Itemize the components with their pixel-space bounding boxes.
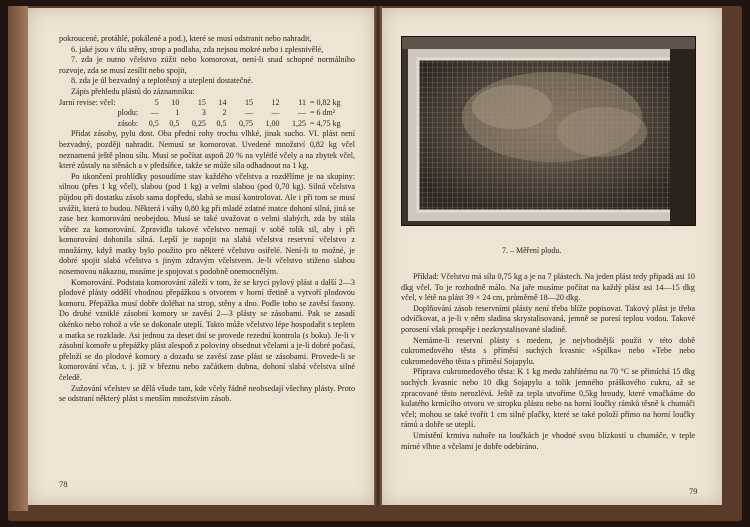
- paragraph: 8. zda je úl bezvadný a teplotěsný a utepleni dostatečné.: [71, 76, 254, 86]
- table-cell: 1: [175, 108, 180, 118]
- right-page-text: [401, 272, 695, 452]
- table-row: [59, 108, 355, 119]
- page-number: 78: [59, 479, 68, 489]
- table-cell: 0,5: [216, 118, 227, 128]
- table-cell: 14: [218, 97, 227, 107]
- table-total: = 0,82 kg: [310, 97, 341, 107]
- page-number: 79: [689, 486, 698, 496]
- table-cell: —: [244, 108, 253, 118]
- paragraph: Po ukončení prohlídky posoudíme stav každého včelstva a rozdělíme je na skupiny: silnou (přes 1 kg včel), slabou (pod 1 kg) a velmi slabou (pod 0,70 kg). Silná včelstva půjdou při dostatku zásob sama dopředu, slabá se musí kontrolovat. Ale i při tom se musí uvážit, která to budou. Některá i váhy 0,80 kg při mladé zdatné matce dohoní silná, jiná se zase bez komorování neobejdou. Musí se také uvažovat o velmi slabých, zda by stála vůbec za komorování. Zpravidla takové včelstvo nemají v sobě tolik sil, aby i při komorování dohonila silná. Lepší je napojit na slabá včelstva reservní včelstvo z množárny, když matky bylo použito pro některé včelstvo osiřelé. Není-li to možné, je dobré spojit slabá včelstva s jiným zdravým včelstvem. Je-li včelstvo stiženo slabou nosemovou nákazou, musíme je spojovat s podobně onemocnělým.: [59, 171, 355, 277]
- table-total: = 4,75 kg: [310, 118, 341, 128]
- table-cell: 0,5: [169, 118, 180, 128]
- left-page: [28, 8, 374, 505]
- table-cell: 3: [201, 108, 206, 118]
- paragraph: Doplňování zásob reservními plásty není třeba blíže popisovat. Takový plást je třeba odvíčkovat, a je-li v něm sladina skrystalisovaná, jemně se poresí teplou vodou. Takové porosení však prospěje i nezkrystalisované sladině.: [401, 303, 695, 334]
- table-cell: 15: [244, 97, 253, 107]
- table-row: [59, 119, 355, 130]
- table-cell: 1,00: [265, 118, 280, 128]
- row-label: Jarní revise: včel:: [59, 97, 116, 107]
- paragraph: Komorování. Podstata komorování záleží v tom, že se krycí pylový plást a další 2—3 plodové plásty oddělí vhodnou přepážkou s otvorem v horní třetině a vytvoří plodovou komoru. Přepážka musí dobře doléhat na strop, stěny a dno. Podle toho se zavěsí fasony. Do druhé vzniklé zásobní komory se zavěsí 2—3 plásty se zásobami. Pak se zasadí okénko nebo rohož a vše se dokonale uteplí. Takto může včelstvo lépe hospodařit s teplem a matka se rozklade. Asi jednou za deset dní se provede rezední kontrola (s boku). Je-li v zásobní komoře u přepážky plást alespoň z poloviny obsednut včelami a je-li dobré počasí, přeloží se do plodové komory a dozadu se zavěsí zase plást se zásobami. Provede-li se komorování včas, t. j. již v březnu nebo začátkem dubna, dohoní slabá včelstva silné čeledě.: [59, 277, 355, 382]
- table-total: = 6 dm²: [310, 108, 336, 118]
- table-cell: —: [271, 108, 280, 118]
- paragraph: Umístění krmiva nahoře na loučkách je vhodné svou blízkostí u chumáče, v teple mírné vlhne a včelami je dobře odebíráno.: [401, 430, 695, 451]
- table-cell: 0,5: [148, 118, 159, 128]
- table-cell: —: [150, 108, 159, 118]
- row-label: zásob:: [117, 118, 139, 128]
- paragraph: Příklad: Včelstvo má sílu 0,75 kg a je na 7 plástech. Na jeden plást tedy připadá asi 10 dkg včel. To je rozhodně málo. Na jaře musíme počítat na každý plást asi 14—15 dkg včel, v létě na plást 39 × 24 cm, průměrně 18—20 dkg.: [401, 272, 695, 303]
- table-cell: 2: [222, 108, 227, 118]
- table-cell: 1,25: [292, 118, 306, 128]
- right-page: [382, 8, 722, 505]
- paragraph: Přidat zásoby, pylu dost. Oba přední rohy trochu vlhké, jinak sucho. VI. plást není bezvadný, později nahradit. Nemusí se komorovat. Uvedené množství 0,82 kg včel neznamená ještě plnou sílu. Musí se počítat aspoň 20 % na vylétlé včely a na zbytek včel, které zůstaly na stěnách a v předsíňce, takže se může síla odhadnout na 1 kg.: [59, 129, 355, 171]
- table-cell: 0,25: [191, 118, 206, 128]
- table-cell: 15: [197, 97, 206, 107]
- paragraph: 7. zda je nutno včelstvo zúžit nebo komorovat, není-li snad schopné normálního rozvoje, zda se musí zesílit nebo spojit,: [59, 55, 355, 75]
- table-cell: 0,75: [238, 118, 253, 128]
- paragraph: Zužování včelstev se dělá všude tam, kde včely řádně neobsedají všechny plásty. Proto se odstraní některý plást s menším množstvím zásob.: [59, 383, 355, 404]
- photo-illustration: [402, 37, 695, 225]
- paragraph: Zápis přehledu plástů do záznamníku:: [71, 86, 195, 96]
- left-page-text: [59, 34, 355, 405]
- book-gutter: [374, 6, 382, 506]
- table-cell: 10: [171, 97, 180, 107]
- table-cell: 12: [271, 97, 280, 107]
- paragraph: pokroucené, protáhlé, pokálené a pod.), které se musí odstranit nebo nahradit,: [59, 34, 312, 43]
- brood-measuring-photo: [401, 36, 696, 226]
- row-label: plodu:: [117, 108, 139, 118]
- paragraph: Nemáme-li reservní plásty s medem, je nejvhodnější použít v této době cukromedového těsta s příměsí suchých kvasnic »Spilka« nebo »Tebe nebo cukromedového těsta s příměsí Sojapylu.: [401, 335, 695, 366]
- book-edge: [8, 6, 28, 511]
- table-cell: 11: [298, 97, 306, 107]
- table-row: [59, 98, 355, 109]
- paragraph: 6. jaké jsou v úlu stěny, strop a podlaha, zda nejsou mokré nebo i zplesnivělé,: [71, 44, 324, 54]
- table-cell: 5: [154, 97, 159, 107]
- paragraph: Příprava cukromedového těsta: K 1 kg medu zahřátému na 70 °C se přimíchá 15 dkg suchých kvasnic nebo 10 dkg Sojapylu a tolik jemného práškového cukru, až se zpracované těsto nerozlévá. Ještě za tepla utvoříme 0,5kg hroudy, které vmačkáme do kulatého krmícího otvoru ve stropku plástu nebo na horní loučky rámků těsně k chumáči včel; mohou se také tvořit 1 cm silné plačky, které se také položí přímo na horní loučky rámů a dobře se uteplí.: [401, 367, 695, 430]
- photo-caption: 7. – Měření plodu.: [502, 246, 562, 255]
- table-cell: —: [298, 108, 306, 118]
- hive-record-table: [59, 98, 355, 130]
